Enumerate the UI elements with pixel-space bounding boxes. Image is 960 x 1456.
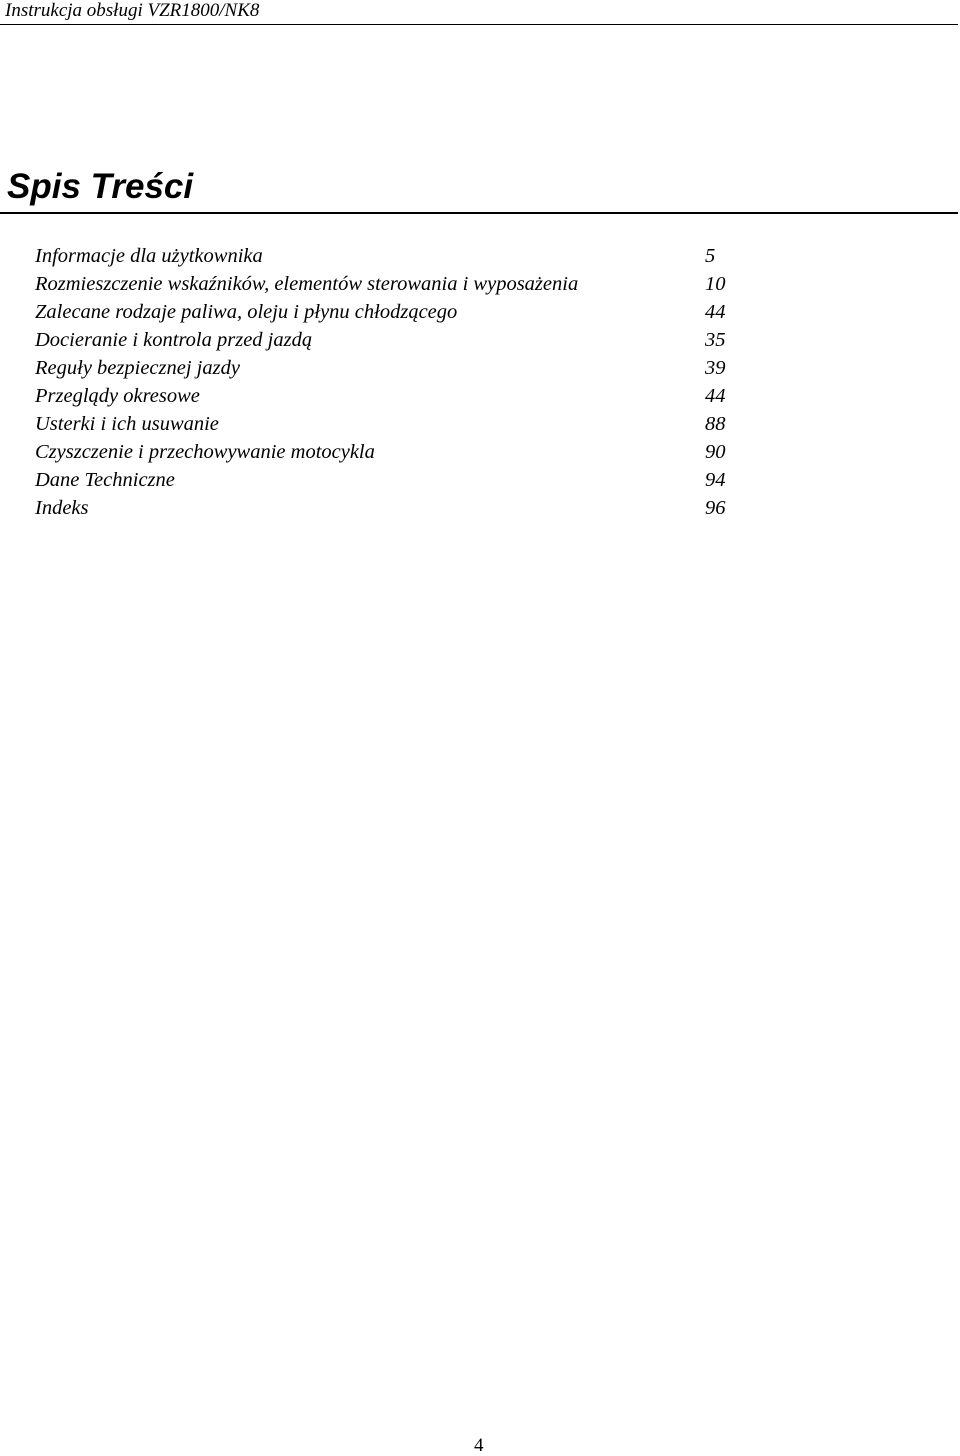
toc-entry-page: 10	[705, 273, 726, 295]
running-header-title: Instrukcja obsługi VZR1800/NK8	[5, 0, 260, 21]
toc-entry-title: Rozmieszczenie wskaźników, elementów sterowania i wyposażenia	[35, 273, 579, 295]
toc-entry-rozmieszczenie-wskaznikow[interactable]	[35, 270, 745, 298]
toc-entry-title: Przeglądy okresowe	[35, 385, 200, 407]
toc-entry-page: 88	[705, 413, 726, 435]
toc-entry-page: 35	[705, 329, 726, 351]
toc-heading-block	[0, 164, 958, 214]
toc-entry-page: 5	[705, 245, 716, 267]
toc-entry-dane-techniczne[interactable]	[35, 466, 745, 494]
toc-entry-page: 44	[705, 301, 726, 323]
toc-entry-docieranie-i-kontrola[interactable]	[35, 326, 745, 354]
toc-entry-page: 94	[705, 469, 726, 491]
toc-entry-title: Reguły bezpiecznej jazdy	[35, 357, 240, 379]
toc-entry-page: 39	[705, 357, 726, 379]
toc-entry-title: Czyszczenie i przechowywanie motocykla	[35, 441, 375, 463]
toc-list	[35, 242, 745, 522]
toc-entry-reguly-bezpiecznej-jazdy[interactable]	[35, 354, 745, 382]
toc-entry-przeglady-okresowe[interactable]	[35, 382, 745, 410]
toc-entry-usterki-i-ich-usuwanie[interactable]	[35, 410, 745, 438]
running-header	[0, 0, 958, 25]
toc-heading: Spis Treści	[7, 167, 194, 206]
toc-entry-indeks[interactable]	[35, 494, 745, 522]
toc-entry-title: Zalecane rodzaje paliwa, oleju i płynu chłodzącego	[35, 301, 458, 323]
toc-entry-title: Dane Techniczne	[35, 469, 175, 491]
toc-entry-page: 90	[705, 441, 726, 463]
toc-entry-page: 96	[705, 497, 726, 519]
toc-entry-informacje-dla-uzytkownika[interactable]	[35, 242, 745, 270]
toc-entry-title: Informacje dla użytkownika	[35, 245, 263, 267]
toc-entry-zalecane-rodzaje-paliwa[interactable]	[35, 298, 745, 326]
toc-entry-page: 44	[705, 385, 726, 407]
toc-entry-czyszczenie-i-przechowywanie[interactable]	[35, 438, 745, 466]
toc-entry-title: Docieranie i kontrola przed jazdą	[35, 329, 313, 351]
toc-entry-title: Indeks	[35, 497, 89, 519]
page-number: 4	[474, 1435, 484, 1456]
toc-entry-title: Usterki i ich usuwanie	[35, 413, 219, 435]
